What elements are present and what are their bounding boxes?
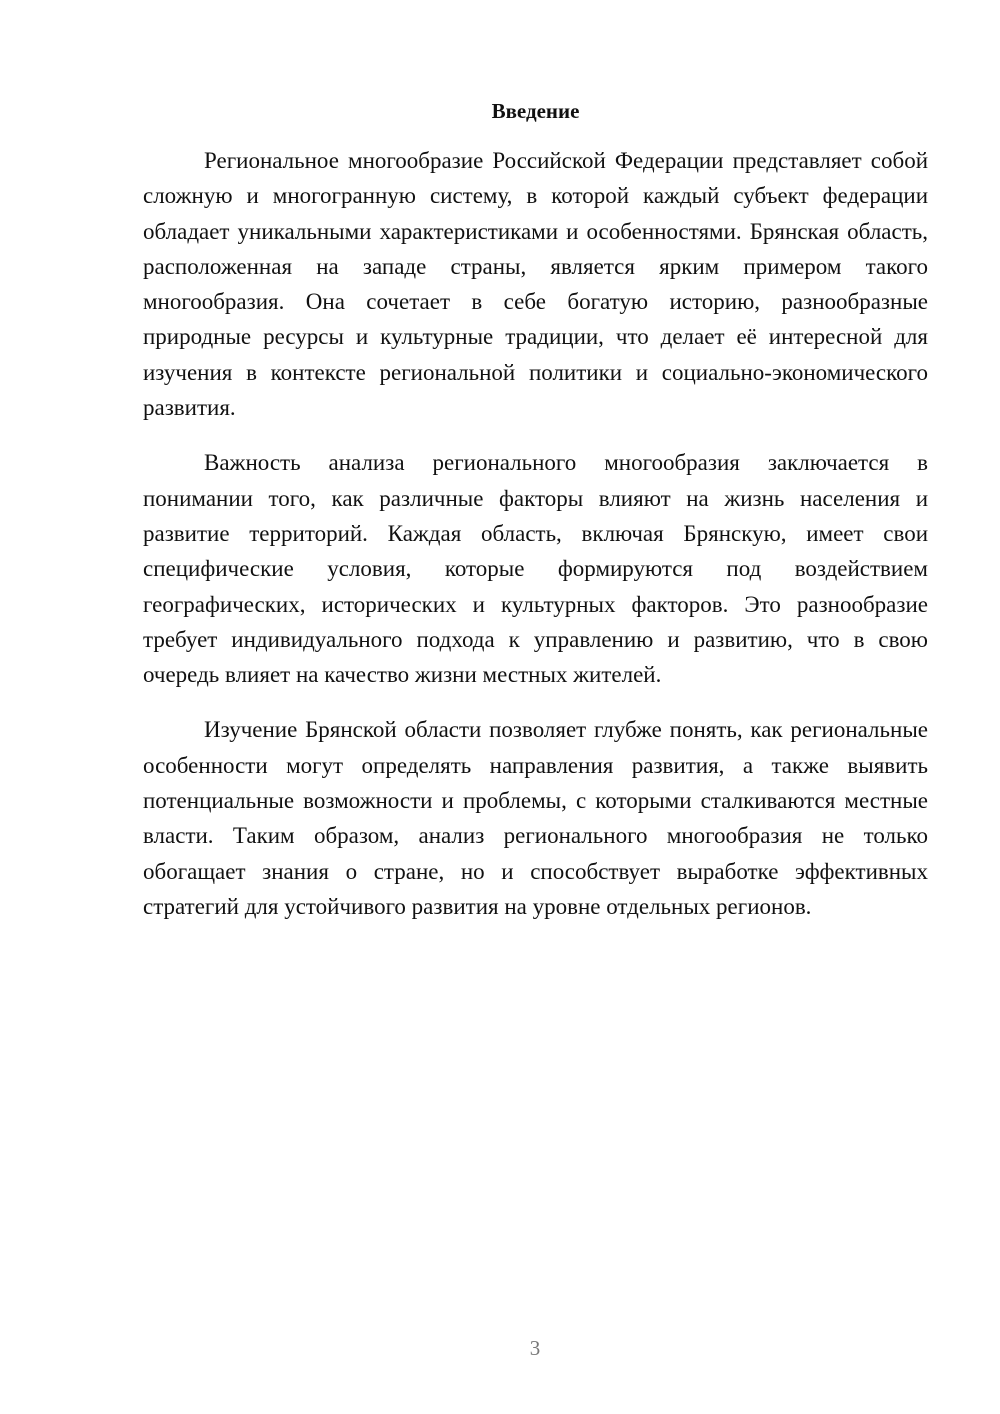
paragraph-1: Региональное многообразие Российской Федерации представляет собой сложную и многогранную систему, в которой каждый субъект федерации обладает уникальными характеристиками и особенностями. Брянская область, расположенная на западе страны, является ярким примером такого многообразия. Она сочетает в себе богатую историю, разнообразные природные ресурсы и культурные традиции, что делает её интересной для изучения в контексте региональной политики и социально-экономического развития.	[143, 148, 928, 421]
paragraph-3: Изучение Брянской области позволяет глубже понять, как региональные особенности могут определять направления развития, а также выявить потенциальные возможности и проблемы, с которыми сталкиваются местные власти. Таким образом, анализ регионального многообразия не только обогащает знания о стране, но и способствует выработке эффективных стратегий для устойчивого развития на уровне отдельных регионов.	[143, 717, 928, 919]
paragraph-2: Важность анализа регионального многообразия заключается в понимании того, как различные факторы влияют на жизнь населения и развитие территорий. Каждая область, включая Брянскую, имеет свои специфические условия, которые формируются под воздействием географических, исторических и культурных факторов. Это разнообразие требует индивидуального подхода к управлению и развитию, что в свою очередь влияет на качество жизни местных жителей.	[143, 450, 928, 688]
page-number: 3	[529, 1336, 541, 1360]
document-body	[143, 143, 928, 944]
section-title: Введение	[491, 99, 580, 123]
